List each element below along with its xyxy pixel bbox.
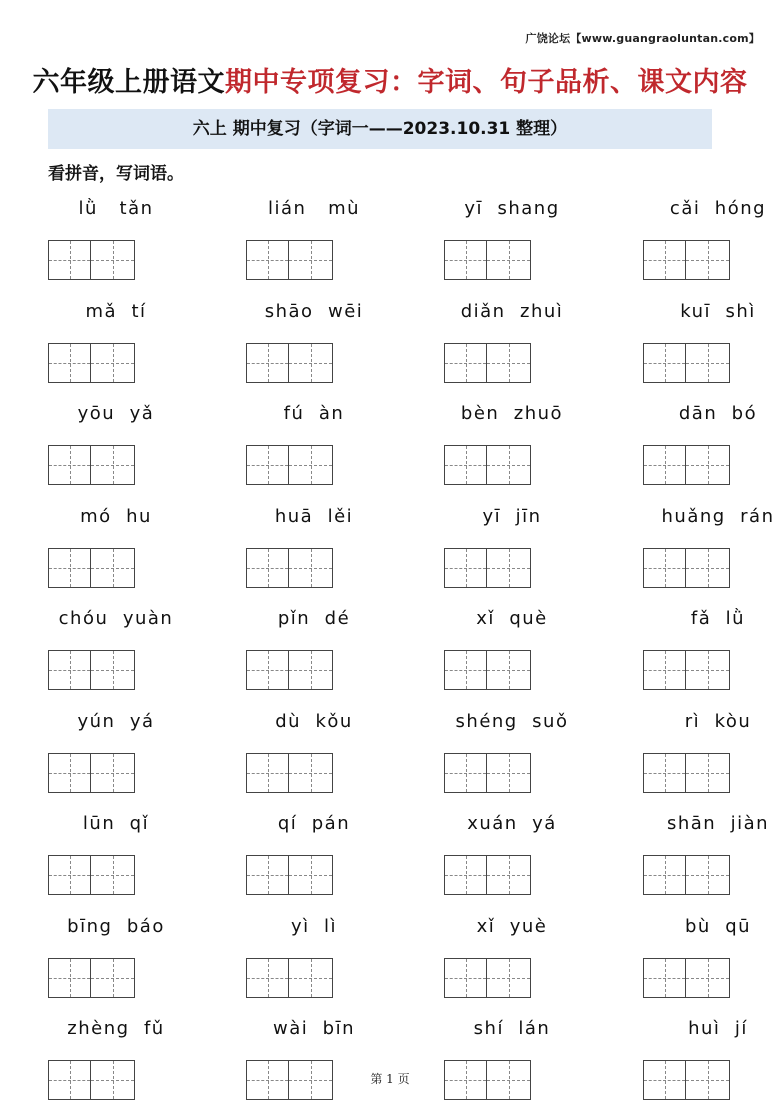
exercise-row <box>0 805 780 908</box>
pinyin-label: mǎ tí <box>85 300 147 322</box>
exercise-row <box>0 703 780 806</box>
pinyin-label: lǜ tǎn <box>78 198 154 219</box>
character-box[interactable] <box>686 445 730 485</box>
writing-grid <box>643 753 731 793</box>
writing-grid <box>643 343 731 383</box>
word-item <box>630 600 780 700</box>
exercise-row <box>0 498 780 601</box>
word-item <box>432 293 612 393</box>
page-title <box>0 60 780 99</box>
word-item <box>630 908 780 1008</box>
character-box[interactable] <box>643 753 686 793</box>
writing-grid <box>48 650 136 690</box>
character-box[interactable] <box>48 958 91 998</box>
character-box[interactable] <box>444 753 487 793</box>
writing-grid <box>246 343 334 383</box>
pinyin-label: shéng suǒ <box>455 710 569 732</box>
character-box[interactable] <box>643 650 686 690</box>
writing-grid <box>444 855 532 895</box>
writing-grid <box>643 855 731 895</box>
word-item <box>234 1010 414 1110</box>
character-box[interactable] <box>246 343 289 383</box>
word-item <box>234 703 414 803</box>
character-box[interactable] <box>289 650 333 690</box>
word-item <box>432 1010 612 1110</box>
word-item <box>234 395 414 495</box>
character-box[interactable] <box>686 855 730 895</box>
pinyin-label: xǐ yuè <box>476 915 548 937</box>
pinyin-label: fǎ lǜ <box>690 608 746 629</box>
word-item <box>630 498 780 598</box>
character-box[interactable] <box>246 650 289 690</box>
character-box[interactable] <box>643 240 686 280</box>
character-box[interactable] <box>289 548 333 588</box>
character-box[interactable] <box>686 753 730 793</box>
word-item <box>432 498 612 598</box>
word-item <box>432 600 612 700</box>
character-box[interactable] <box>444 445 487 485</box>
writing-grid <box>48 548 136 588</box>
word-item <box>432 395 612 495</box>
writing-grid <box>444 548 532 588</box>
character-box[interactable] <box>289 958 333 998</box>
writing-grid <box>246 445 334 485</box>
character-box[interactable] <box>246 445 289 485</box>
character-box[interactable] <box>246 240 289 280</box>
pinyin-label: xuán yá <box>467 813 557 834</box>
word-item <box>36 1010 216 1110</box>
pinyin-label: shí lán <box>473 1018 551 1039</box>
page-number: 第 1 页 <box>370 1072 410 1086</box>
character-box[interactable] <box>487 958 531 998</box>
word-item <box>234 190 414 290</box>
pinyin-label: zhèng fǔ <box>67 1018 165 1039</box>
pinyin-label: wài bīn <box>272 1018 356 1039</box>
character-box[interactable] <box>48 548 91 588</box>
character-box[interactable] <box>246 958 289 998</box>
character-box[interactable] <box>444 548 487 588</box>
word-item <box>36 805 216 905</box>
character-box[interactable] <box>289 753 333 793</box>
character-box[interactable] <box>686 548 730 588</box>
writing-grid <box>246 650 334 690</box>
character-box[interactable] <box>91 753 135 793</box>
character-box[interactable] <box>246 855 289 895</box>
word-item <box>36 498 216 598</box>
pinyin-label: chóu yuàn <box>58 608 174 629</box>
writing-grid <box>444 753 532 793</box>
pinyin-label: huì jí <box>688 1018 748 1039</box>
character-box[interactable] <box>48 855 91 895</box>
writing-grid <box>643 240 731 280</box>
character-box[interactable] <box>91 855 135 895</box>
writing-grid <box>246 548 334 588</box>
writing-grid <box>246 958 334 998</box>
character-box[interactable] <box>487 650 531 690</box>
character-box[interactable] <box>487 445 531 485</box>
pinyin-label: kuī shì <box>680 300 756 322</box>
character-box[interactable] <box>289 855 333 895</box>
character-box[interactable] <box>643 445 686 485</box>
character-box[interactable] <box>91 548 135 588</box>
pinyin-label: fú àn <box>283 403 345 424</box>
pinyin-label: bīng báo <box>67 915 165 937</box>
character-box[interactable] <box>686 650 730 690</box>
exercise-row <box>0 1010 780 1113</box>
character-box[interactable] <box>48 650 91 690</box>
exercise-row <box>0 293 780 396</box>
writing-grid <box>643 958 731 998</box>
pinyin-label: bù qū <box>684 915 752 937</box>
word-item <box>630 190 780 290</box>
writing-grid <box>246 855 334 895</box>
character-box[interactable] <box>643 343 686 383</box>
pinyin-label: cǎi hóng <box>669 198 767 219</box>
writing-grid <box>246 240 334 280</box>
word-item <box>234 600 414 700</box>
word-item <box>36 190 216 290</box>
character-box[interactable] <box>91 240 135 280</box>
character-box[interactable] <box>48 753 91 793</box>
character-box[interactable] <box>487 855 531 895</box>
character-box[interactable] <box>48 240 91 280</box>
writing-grid <box>643 445 731 485</box>
pinyin-label: yún yá <box>77 710 155 732</box>
character-box[interactable] <box>444 343 487 383</box>
word-item <box>36 293 216 393</box>
word-item <box>234 293 414 393</box>
character-box[interactable] <box>48 343 91 383</box>
word-item <box>36 908 216 1008</box>
character-box[interactable] <box>444 855 487 895</box>
writing-grid <box>643 548 731 588</box>
writing-grid <box>48 958 136 998</box>
character-box[interactable] <box>91 343 135 383</box>
writing-grid <box>444 650 532 690</box>
exercise-instruction: 看拼音，写词语。 <box>48 164 184 184</box>
writing-grid <box>48 753 136 793</box>
word-item <box>630 1010 780 1110</box>
pinyin-label: diǎn zhuì <box>460 300 564 322</box>
pinyin-label: dù kǒu <box>275 710 353 732</box>
character-box[interactable] <box>246 548 289 588</box>
character-box[interactable] <box>48 445 91 485</box>
word-item <box>36 600 216 700</box>
character-box[interactable] <box>289 343 333 383</box>
pinyin-label: huǎng rán <box>661 505 775 527</box>
exercise-row <box>0 190 780 293</box>
word-item <box>630 805 780 905</box>
exercise-row <box>0 908 780 1011</box>
character-box[interactable] <box>643 855 686 895</box>
character-box[interactable] <box>643 548 686 588</box>
word-item <box>630 703 780 803</box>
word-item <box>432 703 612 803</box>
character-box[interactable] <box>91 650 135 690</box>
character-box[interactable] <box>91 445 135 485</box>
word-item <box>234 908 414 1008</box>
character-box[interactable] <box>444 240 487 280</box>
writing-grid <box>444 240 532 280</box>
character-box[interactable] <box>289 445 333 485</box>
word-item <box>234 498 414 598</box>
character-box[interactable] <box>487 343 531 383</box>
character-box[interactable] <box>686 240 730 280</box>
exercise-row <box>0 395 780 498</box>
section-subtitle: 六上 期中复习（字词一——2023.10.31 整理） <box>48 109 712 149</box>
pinyin-label: yī jīn <box>482 505 542 527</box>
writing-grid <box>48 445 136 485</box>
exercise-row <box>0 600 780 703</box>
character-box[interactable] <box>246 753 289 793</box>
word-item <box>432 908 612 1008</box>
character-box[interactable] <box>686 343 730 383</box>
pinyin-exercise-grid <box>0 190 780 1113</box>
pinyin-label: yī shang <box>464 198 560 219</box>
word-item <box>36 395 216 495</box>
word-item <box>432 805 612 905</box>
page-title-grade: 六年级上册语文 <box>32 67 225 98</box>
writing-grid <box>643 650 731 690</box>
character-box[interactable] <box>487 240 531 280</box>
pinyin-label: shān jiàn <box>666 813 770 834</box>
pinyin-label: shāo wēi <box>264 300 364 322</box>
writing-grid <box>48 855 136 895</box>
pinyin-label: yì lì <box>290 915 338 937</box>
pinyin-label: dān bó <box>678 403 758 424</box>
word-item <box>630 395 780 495</box>
writing-grid <box>444 445 532 485</box>
writing-grid <box>444 343 532 383</box>
pinyin-label: huā lěi <box>274 505 354 527</box>
writing-grid <box>444 958 532 998</box>
writing-grid <box>48 343 136 383</box>
site-watermark: 广饶论坛【www.guangraoluntan.com】 <box>525 32 760 45</box>
pinyin-label: xǐ què <box>476 608 548 629</box>
character-box[interactable] <box>643 958 686 998</box>
word-item <box>432 190 612 290</box>
character-box[interactable] <box>91 958 135 998</box>
word-item <box>36 703 216 803</box>
pinyin-label: rì kòu <box>684 710 752 732</box>
word-item <box>234 805 414 905</box>
pinyin-label: lūn qǐ <box>82 813 150 834</box>
pinyin-label: bèn zhuō <box>460 403 564 424</box>
pinyin-label: pǐn dé <box>277 608 351 629</box>
character-box[interactable] <box>686 958 730 998</box>
character-box[interactable] <box>487 753 531 793</box>
pinyin-label: qí pán <box>277 813 351 834</box>
character-box[interactable] <box>444 650 487 690</box>
word-item <box>630 293 780 393</box>
character-box[interactable] <box>289 240 333 280</box>
character-box[interactable] <box>444 958 487 998</box>
pinyin-label: mó hu <box>80 505 152 527</box>
writing-grid <box>48 240 136 280</box>
page-title-topic: 期中专项复习：字词、句子品析、课文内容 <box>225 67 748 98</box>
writing-grid <box>246 753 334 793</box>
character-box[interactable] <box>487 548 531 588</box>
pinyin-label: yōu yǎ <box>77 403 155 424</box>
pinyin-label: lián mù <box>267 198 361 219</box>
